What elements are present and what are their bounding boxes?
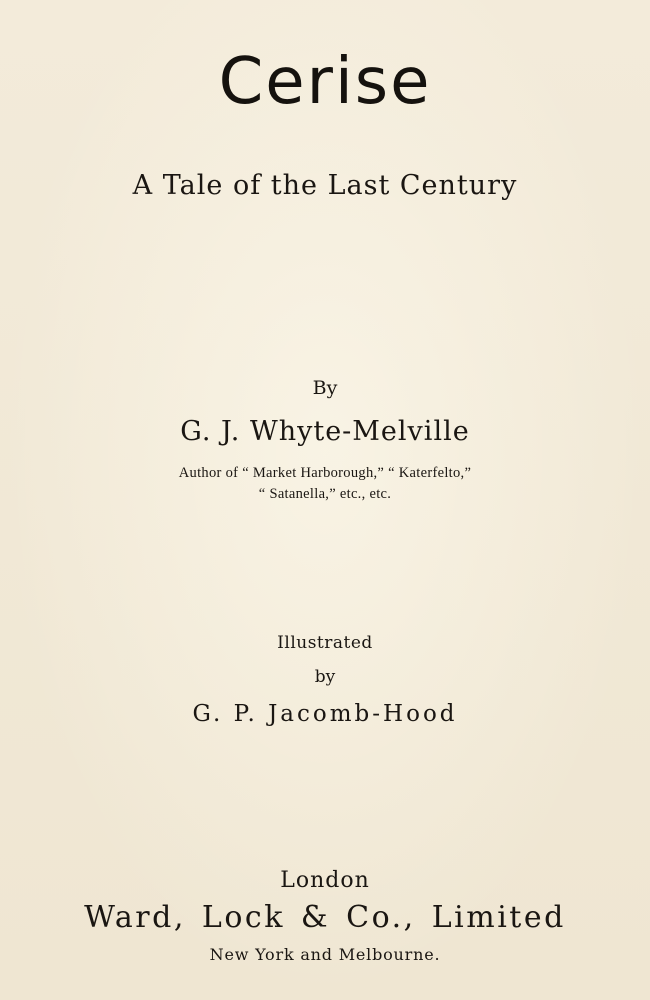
book-subtitle: A Tale of the Last Century: [132, 170, 518, 201]
author-name: G. J. Whyte-Melville: [180, 416, 470, 447]
book-title: Cerise: [218, 45, 432, 119]
illustrator-by-label: by: [314, 667, 336, 687]
author-by-label: By: [312, 377, 338, 399]
publisher-city: London: [280, 868, 370, 893]
publisher-cities: New York and Melbourne.: [209, 945, 441, 964]
publisher-name: Ward, Lock & Co., Limited: [84, 900, 566, 935]
author-credits-line-1: Author of “ Market Harborough,” “ Katerfelto,”: [178, 465, 472, 481]
illustrator-name: G. P. Jacomb-Hood: [192, 701, 458, 727]
illustrated-label: Illustrated: [277, 633, 373, 653]
author-credits-line-2: “ Satanella,” etc., etc.: [258, 486, 392, 502]
